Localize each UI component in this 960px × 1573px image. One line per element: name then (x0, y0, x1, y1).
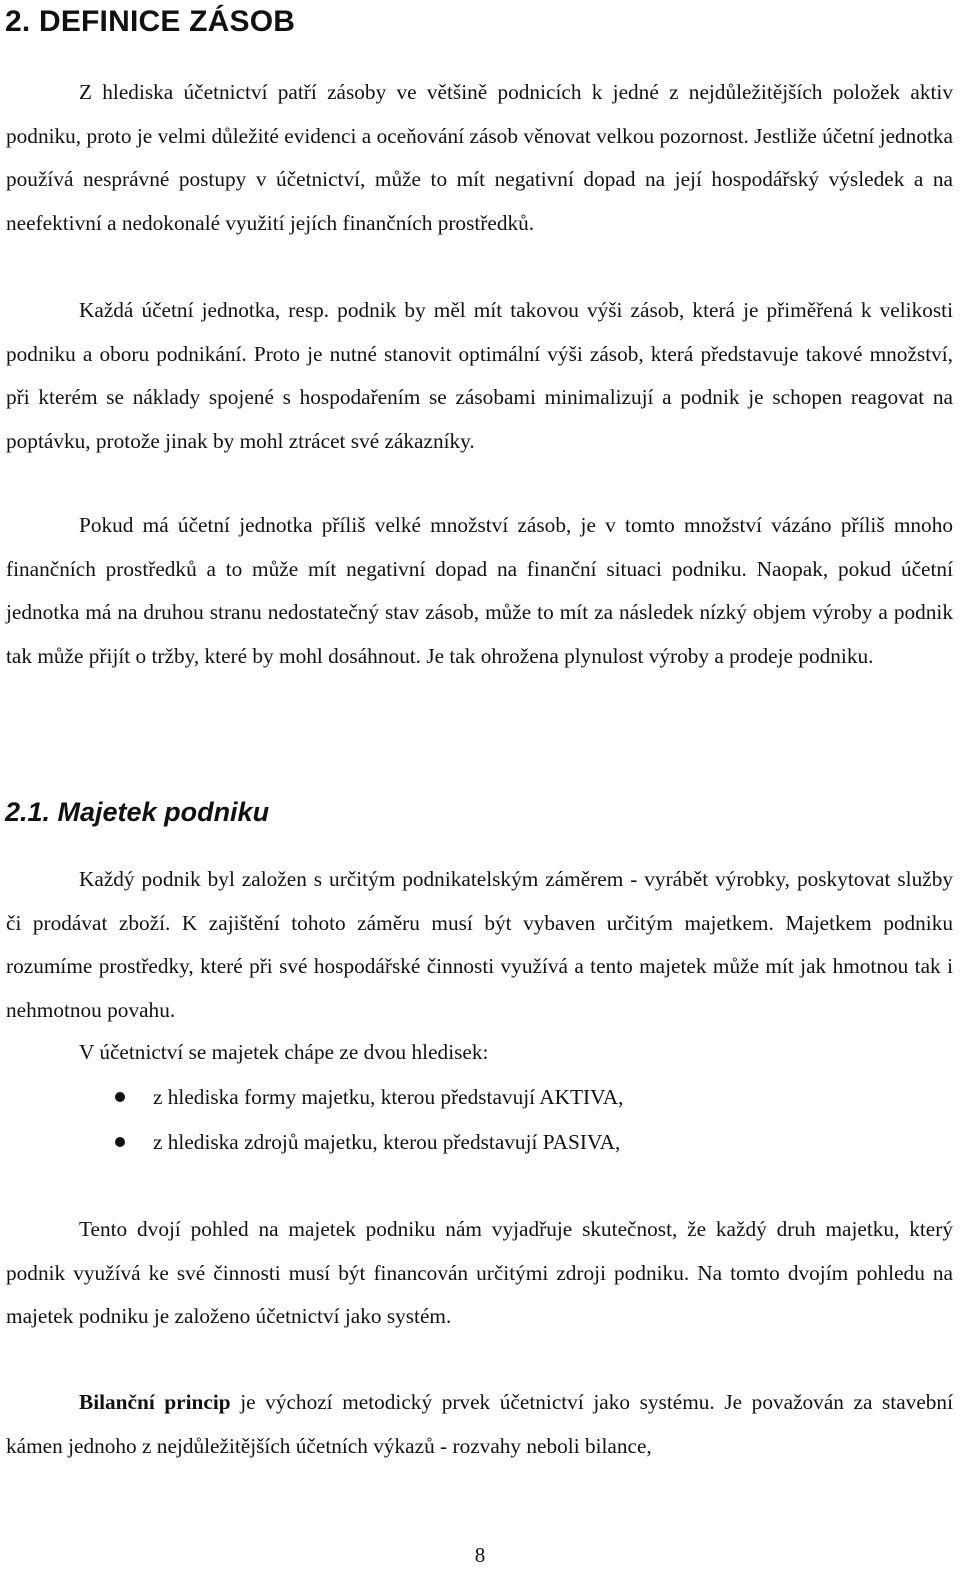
bullet-icon (115, 1137, 125, 1147)
paragraph-list-intro: V účetnictví se majetek chápe ze dvou hledisek: (79, 1040, 489, 1064)
paragraph-prilis-zasob: Pokud má účetní jednotka příliš velké množství zásob, je v tomto množství vázáno příliš mnoho finančních prostředků a to může mít negativní dopad na finanční situaci podniku. Naopak, pokud účetní jednotka má na druhou stranu nedostatečný stav zásob, může to mít za následek nízký objem výroby a podnik tak může přijít o tržby, které by mohl dosáhnout. Je tak ohrožena plynulost výroby a prodeje podniku. (6, 513, 953, 668)
list-item-text: z hlediska formy majetku, kterou představují AKTIVA, (153, 1085, 624, 1109)
section-heading: 2. DEFINICE ZÁSOB (5, 5, 296, 38)
paragraph-dvoji-pohled: Tento dvojí pohled na majetek podniku nám vyjadřuje skutečnost, že každý druh majetku, který podnik využívá ke své činnosti musí být financován určitými zdroji podniku. Na tomto dvojím pohledu na majetek podniku je založeno účetnictví jako systém. (6, 1217, 953, 1328)
page-number: 8 (474, 1543, 486, 1567)
bullet-icon (115, 1092, 125, 1102)
subsection-heading: 2.1. Majetek podniku (5, 797, 270, 827)
paragraph-vyse-zasob: Každá účetní jednotka, resp. podnik by měl mít takovou výši zásob, která je přiměřená k velikosti podniku a oboru podnikání. Proto je nutné stanovit optimální výši zásob, která představuje takové množství, při kterém se náklady spojené s hospodařením se zásobami minimalizují a podnik je schopen reagovat na poptávku, protože jinak by mohl ztrácet své zákazníky. (6, 298, 953, 453)
bilancni-princip-term: Bilanční princip (79, 1390, 231, 1414)
bilancni-princip-text: je výchozí metodický prvek účetnictví jako systému. Je považován za stavební kámen jednoho z nejdůležitějších účetních výkazů - rozvahy neboli bilance, (6, 1390, 953, 1458)
list-item (0, 1120, 623, 1165)
paragraph-zasoby-intro: Z hlediska účetnictví patří zásoby ve většině podnicích k jedné z nejdůležitějších položek aktiv podniku, proto je velmi důležité evidenci a oceňování zásob věnovat velkou pozornost. Jestliže účetní jednotka používá nesprávné postupy v účetnictví, může to mít negativní dopad na její hospodářský výsledek a na neefektivní a nedokonalé využití jejích finančních prostředků. (6, 80, 953, 235)
paragraph-bilancni-princip (6, 1381, 953, 1468)
paragraph-majetek-intro: Každý podnik byl založen s určitým podnikatelským záměrem - vyrábět výrobky, poskytovat služby či prodávat zboží. K zajištění tohoto záměru musí být vybaven určitým majetkem. Majetkem podniku rozumíme prostředky, které při své hospodářské činnosti využívá a tento majetek může mít jak hmotnou tak i nehmotnou povahu. (6, 867, 953, 1022)
list-item (0, 1075, 623, 1120)
list-item-text: z hlediska zdrojů majetku, kterou představují PASIVA, (153, 1130, 621, 1154)
hlediska-list (0, 1075, 623, 1165)
